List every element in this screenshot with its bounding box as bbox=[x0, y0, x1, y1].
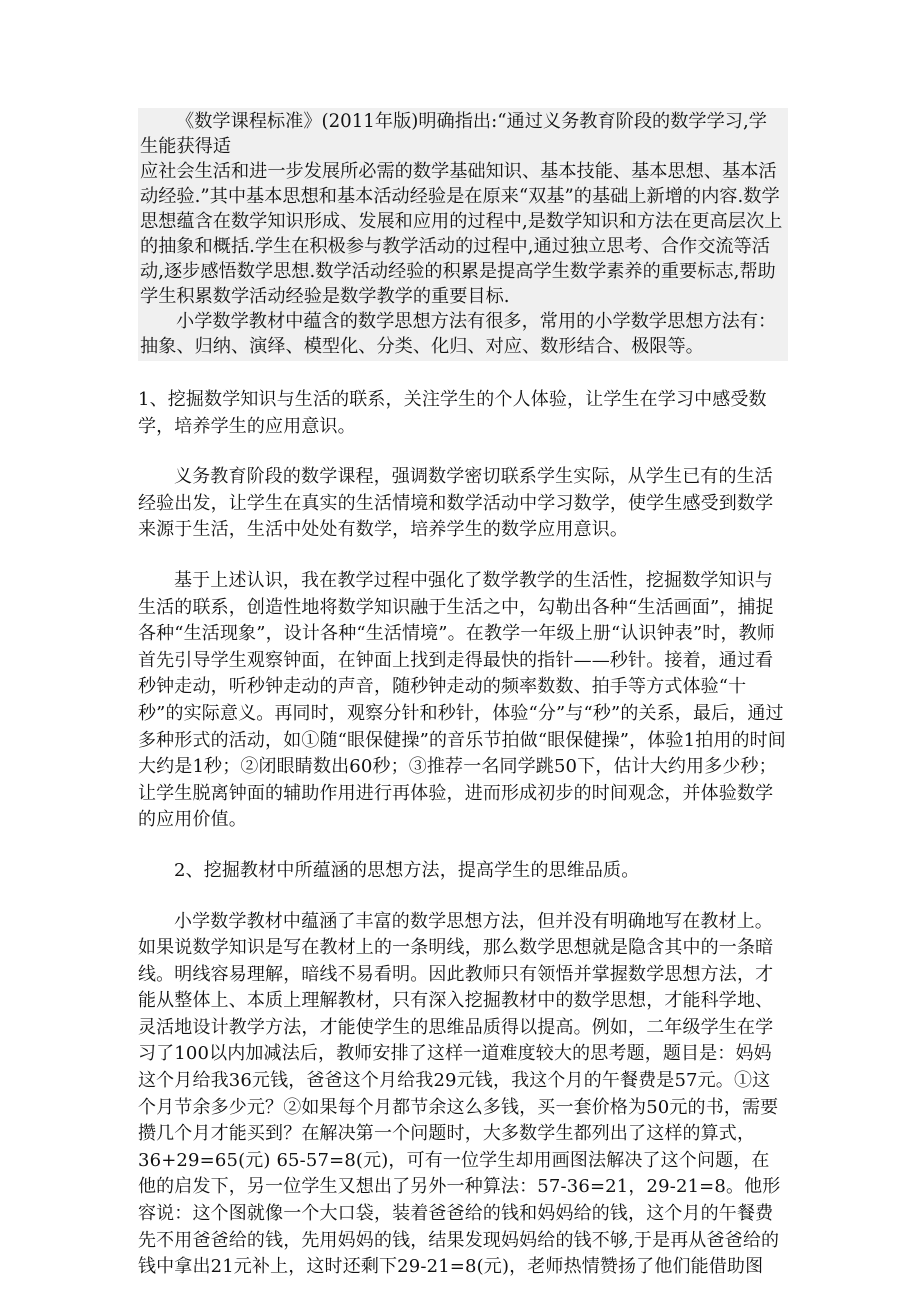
section-2-heading: 2、挖掘教材中所蕴涵的思想方法，提高学生的思维品质。 bbox=[174, 859, 640, 881]
spacer bbox=[138, 440, 786, 464]
paragraph-1: 义务教育阶段的数学课程，强调数学密切联系学生实际，从学生已有的生活经验出发，让学生在真实的生活情境和数学活动中学习数学，使学生感受到数学来源于生活，生活中处处有数学，培养学生的数学应用意识。 bbox=[138, 466, 774, 541]
body-text bbox=[138, 387, 786, 1281]
spacer bbox=[138, 885, 786, 909]
spacer bbox=[138, 834, 786, 858]
quote-paragraph-continuation: 应社会生活和进一步发展所必需的数学基础知识、基本技能、基本思想、基本活动经验.”其中基本思想和基本活动经验是在原来“双基”的基础上新增的内容.数学思想蕴含在数学知识形成、发展和应用的过程中,是数学知识和方法在更高层次上的抽象和概括.学生在积极参与教学活动的过程中,通过独立思考、合作交流等活动,逐步感悟数学思想.数学活动经验的积累是提高学生数学素养的重要标志,帮助学生积累数学活动经验是数学教学的重要目标. bbox=[140, 161, 783, 307]
paragraph-3: 小学数学教材中蕴涵了丰富的数学思想方法，但并没有明确地写在教材上。如果说数学知识是写在教材上的一条明线，那么数学思想就是隐含其中的一条暗线。明线容易理解，暗线不易看明。因此教师只有领悟并掌握数学思想方法，才能从整体上、本质上理解教材，只有深入挖掘教材中的数学思想，才能科学地、灵活地设计教学方法，才能使学生的思维品质得以提高。例如，二年级学生在学习了100以内加减法后，教师安排了这样一道难度较大的思考题，题目是：妈妈这个月给我36元钱，爸爸这个月给我29元钱，我这个月的午餐费是57元。①这个月节余多少元？②如果每个月都节余这么多钱，买一套价格为50元的书，需要攒几个月才能买到？在解决第一个问题时，大多数学生都列出了这样的算式，36+29=65(元) 65-57=8(元)，可有一位学生却用画图法解决了这个问题，在他的启发下，另一位学生又想出了另外一种算法：57-36=21，29-21=8。他形容说：这个图就像一个大口袋，装着爸爸给的钱和妈妈给的钱，这个月的午餐费先不用爸爸给的钱，先用妈妈的钱，结果发现妈妈给的钱不够,于是再从爸爸给的钱中拿出21元补上，这时还剩下29-21=8(元)，老师热情赞扬了他们能借助图 bbox=[138, 910, 781, 1278]
document-page bbox=[138, 108, 786, 1281]
highlighted-quote-block bbox=[138, 108, 788, 361]
spacer bbox=[138, 361, 786, 387]
quote-paragraph-opening: 《数学课程标准》(2011年版)明确指出:“通过义务教育阶段的数学学习,学生能获得适 bbox=[140, 111, 767, 157]
spacer bbox=[138, 544, 786, 568]
paragraph-2: 基于上述认识，我在教学过程中强化了数学教学的生活性，挖掘数学知识与生活的联系，创造性地将数学知识融于生活之中，勾勒出各种“生活画面”，捕捉各种“生活现象”，设计各种“生活情境”。在教学一年级上册“认识钟表”时，教师首先引导学生观察钟面，在钟面上找到走得最快的指针——秒针。接着，通过看秒钟走动，听秒钟走动的声音，随秒钟走动的频率数数、拍手等方式体验“十秒”的实际意义。再同时，观察分针和秒针，体验“分”与“秒”的关系，最后，通过多种形式的活动，如①随“眼保健操”的音乐节拍做“眼保健操”，体验1拍用的时间大约是1秒；②闭眼睛数出60秒；③推荐一名同学跳50下，估计大约用多少秒；让学生脱离钟面的辅助作用进行再体验，进而形成初步的时间观念，并体验数学的应用价值。 bbox=[138, 569, 786, 831]
section-1-heading: 1、挖掘数学知识与生活的联系，关注学生的个人体验，让学生在学习中感受数学，培养学生的应用意识。 bbox=[138, 389, 767, 437]
quote-paragraph-methods: 小学数学教材中蕴含的数学思想方法有很多，常用的小学数学思想方法有：抽象、归纳、演绎、模型化、分类、化归、对应、数形结合、极限等。 bbox=[140, 311, 777, 357]
